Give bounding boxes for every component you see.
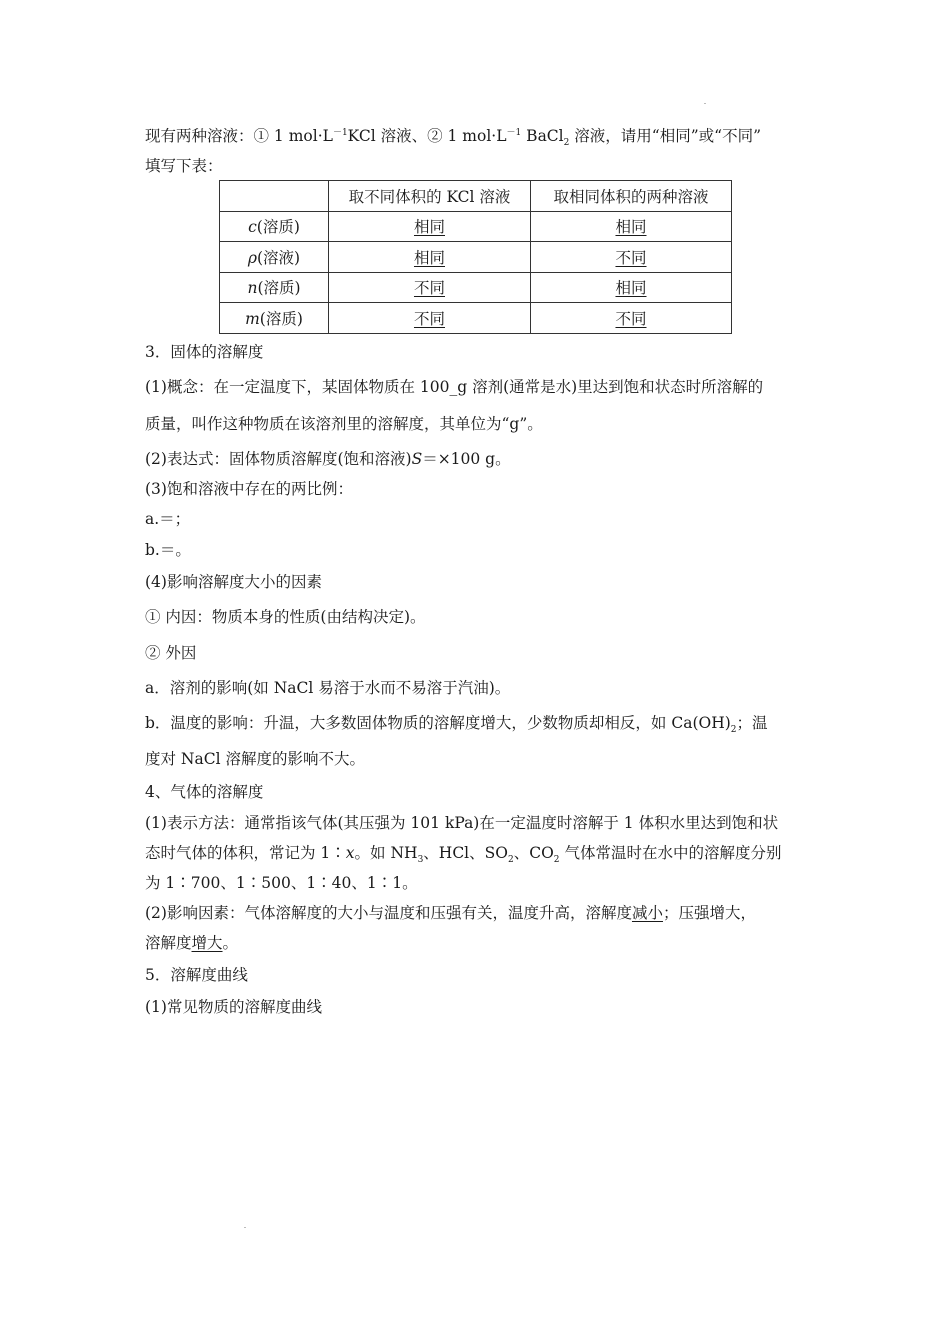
paragraph: 溶解度增大。 — [145, 934, 239, 952]
paragraph: 质量，叫作这种物质在该溶剂里的溶解度，其单位为“g”。 — [145, 415, 543, 433]
table-cell: 相同 — [531, 272, 732, 303]
row-label: ρ(溶液) — [220, 242, 329, 273]
table-row — [220, 272, 732, 303]
comparison-table — [219, 180, 732, 334]
intro-line-2: 填写下表： — [145, 157, 223, 175]
row-label: c(溶质) — [220, 211, 329, 242]
paragraph: b.＝。 — [145, 541, 191, 559]
paragraph: (3)饱和溶液中存在的两比例： — [145, 480, 353, 498]
row-label: m(溶质) — [220, 303, 329, 334]
paragraph: ② 外因 — [145, 644, 197, 662]
table-cell: 相同 — [329, 242, 531, 273]
intro-line-1: 现有两种溶液：① 1 $mol\cdot L^{-1}KCl$ 溶液、② 1 $mol\cdot L^{-1}$ BaCl$_2$ 溶液，请用“相同”或“不同” — [145, 127, 761, 149]
table-cell: 不同 — [329, 303, 531, 334]
paragraph: (1)常见物质的溶解度曲线 — [145, 998, 322, 1016]
table-cell: 相同 — [531, 211, 732, 242]
table-header-row — [220, 181, 732, 212]
paragraph: (2)影响因素：气体溶解度的大小与温度和压强有关，温度升高，溶解度减小；压强增大， — [145, 904, 756, 922]
paragraph: a.＝； — [145, 510, 191, 528]
paragraph: (4)影响溶解度大小的因素 — [145, 573, 322, 591]
paragraph: ① 内因：物质本身的性质(由结构决定)。 — [145, 608, 426, 626]
paragraph: 为 1∶700、1∶500、1∶40、1∶1。 — [145, 874, 418, 892]
table-cell: 不同 — [531, 242, 732, 273]
table-row — [220, 303, 732, 334]
paragraph: (2)表达式：固体物质溶解度(饱和溶液)S＝×100 g。 — [145, 450, 511, 468]
paragraph: b．温度的影响：升温，大多数固体物质的溶解度增大，少数物质却相反，如 $Ca(OH)_2$；温 — [145, 714, 768, 736]
paragraph: 度对 NaCl 溶解度的影响不大。 — [145, 750, 365, 768]
section-4-title: 4、气体的溶解度 — [145, 783, 264, 801]
section-3-title: 3．固体的溶解度 — [145, 343, 264, 361]
table-cell: 相同 — [329, 211, 531, 242]
table-cell: 不同 — [531, 303, 732, 334]
table-header-cell: 取相同体积的两种溶液 — [531, 181, 732, 212]
section-5-title: 5．溶解度曲线 — [145, 966, 248, 984]
scan-speck — [244, 1227, 246, 1228]
table-cell: 不同 — [329, 272, 531, 303]
paragraph: a．溶剂的影响(如 NaCl 易溶于水而不易溶于汽油)。 — [145, 679, 511, 697]
row-label: n(溶质) — [220, 272, 329, 303]
paragraph: (1)表示方法：通常指该气体(其压强为 101 kPa)在一定温度时溶解于 1 体积水里达到饱和状 — [145, 814, 779, 832]
table-row — [220, 211, 732, 242]
paragraph: 态时气体的体积，常记为 1∶x。如 $NH_3$、HCl、$SO_2$、$CO_2$ 气体常温时在水中的溶解度分别 — [145, 844, 782, 866]
table-header-cell: 取不同体积的 KCl 溶液 — [329, 181, 531, 212]
scan-speck — [704, 103, 706, 104]
paragraph: (1)概念：在一定温度下，某固体物质在 100_g 溶剂(通常是水)里达到饱和状态时所溶解的 — [145, 378, 764, 396]
table-header-cell — [220, 181, 329, 212]
table-row — [220, 242, 732, 273]
